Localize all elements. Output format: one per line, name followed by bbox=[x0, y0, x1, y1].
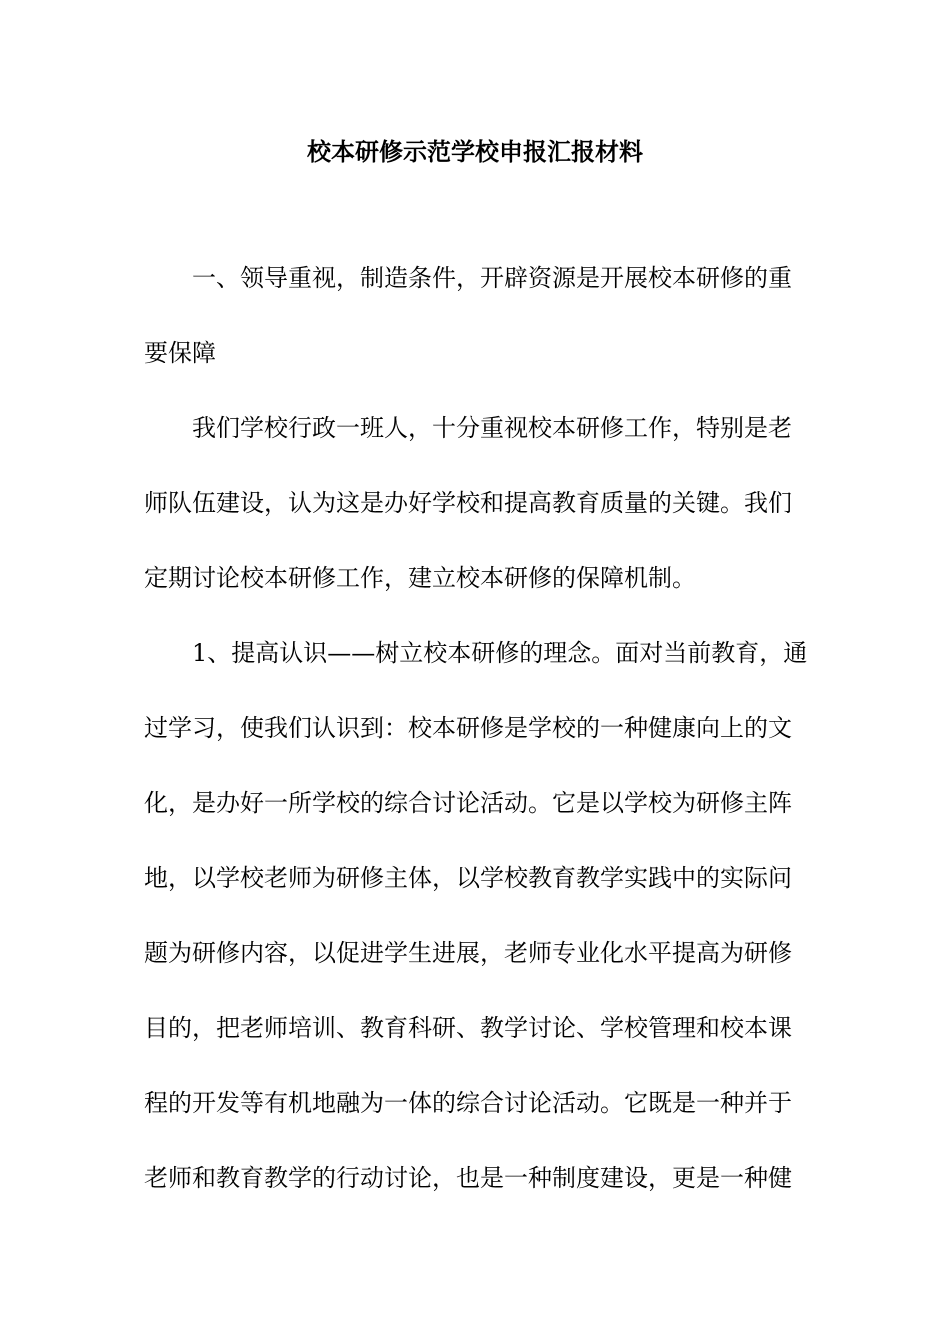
paragraph-line: 要保障 bbox=[144, 339, 216, 367]
paragraph-line: 定期讨论校本研修工作，建立校本研修的保障机制。 bbox=[144, 564, 696, 592]
paragraph-line: 过学习，使我们认识到：校本研修是学校的一种健康向上的文 bbox=[144, 714, 792, 742]
paragraph-line: 师队伍建设，认为这是办好学校和提高教育质量的关键。我们 bbox=[144, 489, 792, 517]
paragraph-line: 我们学校行政一班人，十分重视校本研修工作，特别是老 bbox=[192, 414, 792, 442]
document-title: 校本研修示范学校申报汇报材料 bbox=[307, 137, 643, 166]
paragraph-line: 题为研修内容，以促进学生进展，老师专业化水平提高为研修 bbox=[144, 939, 792, 967]
paragraph-line: 化，是办好一所学校的综合讨论活动。它是以学校为研修主阵 bbox=[144, 789, 792, 817]
paragraph-line: 地，以学校老师为研修主体，以学校教育教学实践中的实际问 bbox=[144, 864, 792, 892]
paragraph-line: 老师和教育教学的行动讨论，也是一种制度建设，更是一种健 bbox=[144, 1164, 792, 1192]
paragraph-line: 程的开发等有机地融为一体的综合讨论活动。它既是一种并于 bbox=[144, 1089, 792, 1117]
paragraph-line: 1、提高认识——树立校本研修的理念。面对当前教育，通 bbox=[192, 639, 808, 667]
paragraph-line: 一、领导重视，制造条件，开辟资源是开展校本研修的重 bbox=[192, 264, 792, 292]
paragraph-line: 目的，把老师培训、教育科研、教学讨论、学校管理和校本课 bbox=[144, 1014, 792, 1042]
